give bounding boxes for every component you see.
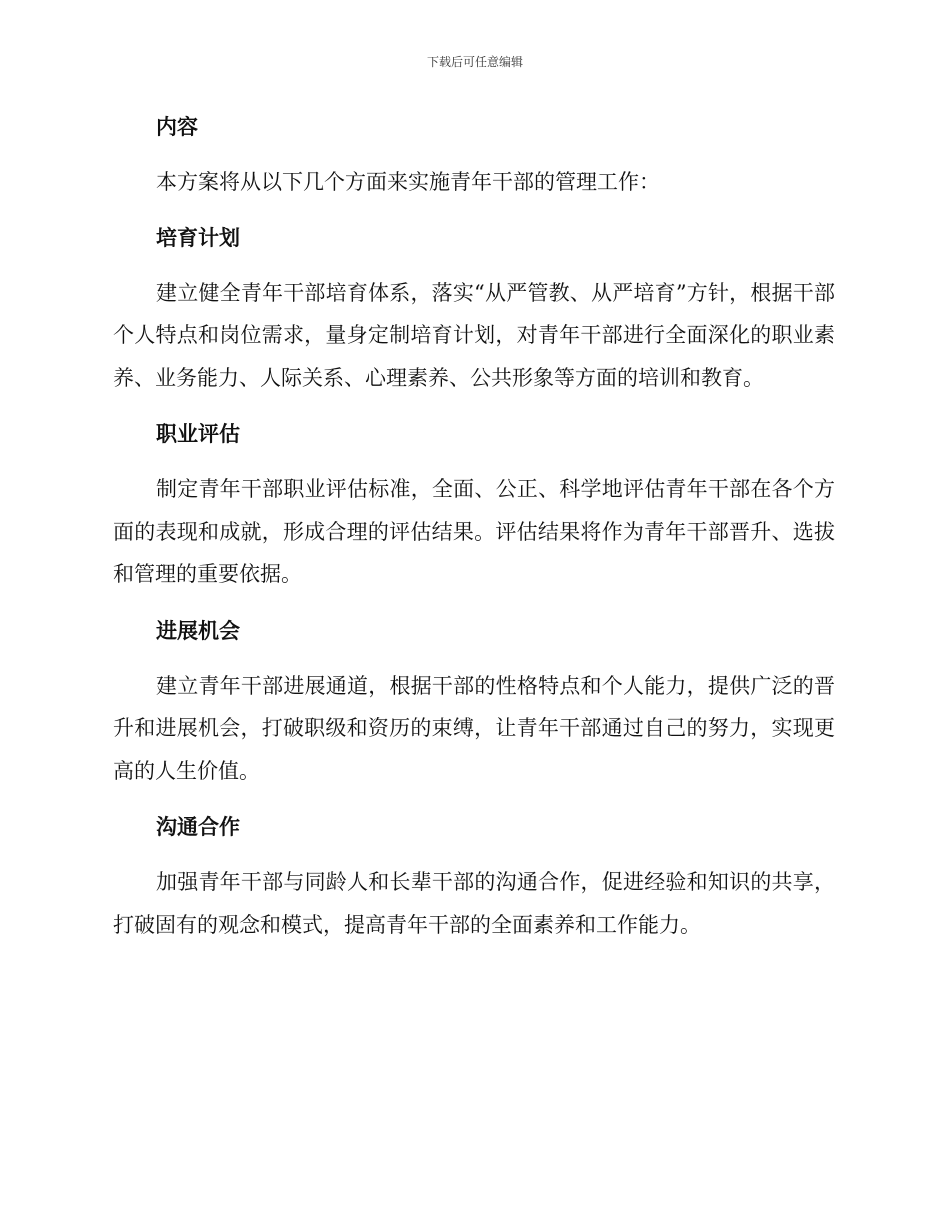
section-body-communication-cooperation: 加强青年干部与同龄人和长辈干部的沟通合作，促进经验和知识的共享，打破固有的观念和模式，提高青年干部的全面素养和工作能力。 — [113, 870, 835, 937]
section-heading-training-plan: 培育计划 — [156, 225, 240, 250]
spacer — [113, 596, 835, 610]
document-content — [113, 106, 835, 946]
section-body-career-evaluation: 制定青年干部职业评估标准，全面、公正、科学地评估青年干部在各个方面的表现和成就，形成合理的评估结果。评估结果将作为青年干部晋升、选拔和管理的重要依据。 — [113, 477, 835, 586]
section-heading-communication-cooperation: 沟通合作 — [156, 815, 240, 839]
spacer — [113, 399, 835, 413]
header-note: 下载后可任意编辑 — [426, 55, 523, 69]
document-title: 内容 — [156, 115, 198, 139]
section-body-training-plan: 建立健全青年干部培育体系，落实“从严管教、从严培育”方针，根据干部个人特点和岗位需求，量身定制培育计划，对青年干部进行全面深化的职业素养、业务能力、人际关系、心理素养、公共形象等方面的培训和教育。 — [113, 280, 835, 390]
spacer — [113, 455, 835, 468]
section-heading-development-opportunity: 进展机会 — [156, 618, 240, 643]
spacer — [113, 259, 835, 272]
section-body-development-opportunity: 建立青年干部进展通道，根据干部的性格特点和个人能力，提供广泛的晋升和进展机会，打破职级和资历的束缚，让青年干部通过自己的努力，实现更高的人生价值。 — [113, 673, 835, 783]
spacer — [113, 148, 835, 161]
spacer — [113, 848, 835, 861]
spacer — [113, 204, 835, 217]
section-heading-career-evaluation: 职业评估 — [156, 422, 240, 446]
intro-paragraph: 本方案将从以下几个方面来实施青年干部的管理工作： — [156, 170, 660, 194]
spacer — [113, 792, 835, 806]
spacer — [113, 652, 835, 665]
